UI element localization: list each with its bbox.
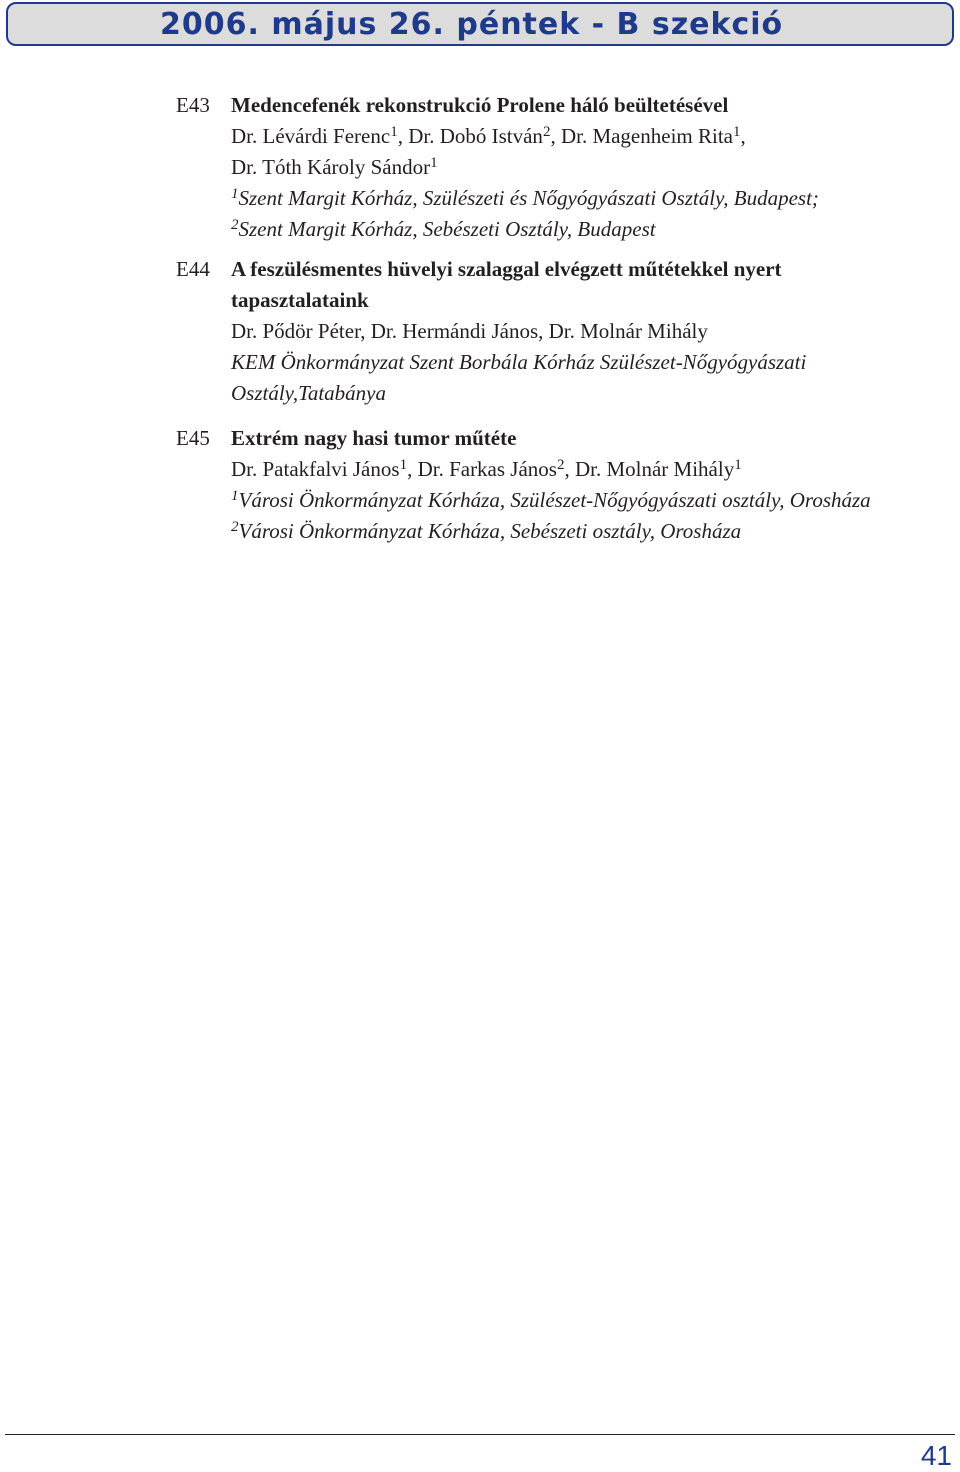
author-name: , Dr. Dobó István — [397, 124, 543, 148]
entry-title: A feszülésmentes hüvelyi szalaggal elvégzett műtétekkel nyert tapasztalataink — [231, 257, 782, 312]
author-affil-mark: 2 — [556, 457, 565, 473]
entry-authors — [231, 454, 956, 485]
abstract-entry-e43 — [176, 90, 956, 245]
affiliation-number: 2 — [231, 519, 239, 535]
affiliation-text: Városi Önkormányzat Kórháza, Szülészet-Nőgyógyászati osztály, Orosháza — [238, 488, 871, 512]
author-name: Dr. Lévárdi Ferenc — [231, 124, 391, 148]
entry-authors-cont — [231, 152, 956, 183]
footer-divider — [5, 1434, 955, 1435]
author-name: Dr. Tóth Károly Sándor — [231, 155, 431, 179]
affiliation-number: 1 — [231, 488, 239, 504]
entry-affiliation: KEM Önkormányzat Szent Borbála Kórház Szülészet-Nőgyógyászati Osztály,Tatabánya — [231, 350, 807, 405]
affiliation-number: 1 — [231, 186, 239, 202]
page-number: 41 — [920, 1440, 952, 1471]
affiliation-text: Városi Önkormányzat Kórháza, Sebészeti osztály, Orosháza — [238, 519, 742, 543]
author-name: , Dr. Magenheim Rita — [550, 124, 733, 148]
entry-affiliation — [231, 485, 921, 516]
entry-authors: Dr. Pődör Péter, Dr. Hermándi János, Dr. Molnár Mihály — [231, 319, 708, 343]
abstract-entry-e45 — [176, 423, 956, 547]
entry-id: E45 — [176, 426, 210, 450]
entry-affiliation — [231, 183, 956, 214]
author-separator: , — [740, 124, 746, 148]
entry-authors — [231, 121, 956, 152]
abstract-list — [176, 90, 956, 561]
author-affil-mark: 1 — [734, 457, 742, 473]
author-affil-mark: 2 — [542, 124, 551, 140]
author-name: , Dr. Molnár Mihály — [564, 457, 735, 481]
affiliation-number: 2 — [231, 217, 239, 233]
abstract-entry-e44 — [176, 254, 956, 409]
author-affil-mark: 1 — [399, 457, 408, 473]
section-header-title: 2006. május 26. péntek - B szekció — [160, 6, 784, 42]
author-name: Dr. Patakfalvi János — [231, 457, 400, 481]
author-affil-mark: 1 — [733, 124, 741, 140]
section-header-bar — [6, 2, 954, 46]
affiliation-text: Szent Margit Kórház, Sebészeti Osztály, Budapest — [238, 217, 656, 241]
author-name: , Dr. Farkas János — [407, 457, 557, 481]
entry-title: Medencefenék rekonstrukció Prolene háló beültetésével — [231, 93, 729, 117]
entry-title: Extrém nagy hasi tumor műtéte — [231, 426, 517, 450]
author-affil-mark: 1 — [430, 155, 438, 171]
entry-affiliation — [231, 214, 956, 245]
entry-id: E44 — [176, 257, 210, 281]
affiliation-text: Szent Margit Kórház, Szülészeti és Nőgyógyászati Osztály, Budapest; — [238, 186, 819, 210]
entry-id: E43 — [176, 93, 210, 117]
entry-affiliation — [231, 516, 956, 547]
author-affil-mark: 1 — [390, 124, 398, 140]
